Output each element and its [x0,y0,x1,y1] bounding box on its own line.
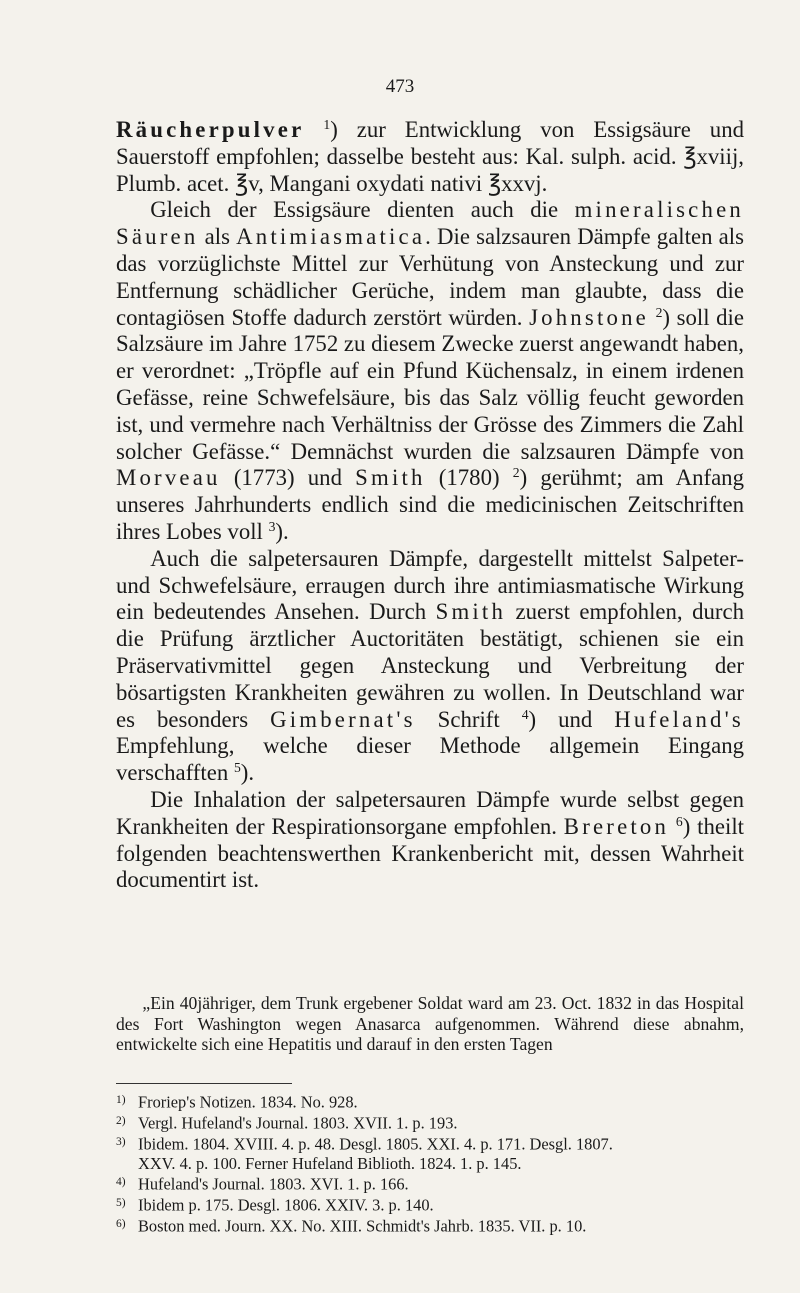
footnote-text: Ibidem p. 175. Desgl. 1806. XXIV. 3. p. 140. [138,1195,434,1215]
footnote [116,1112,744,1133]
text-run: zuerst empfohlen, durch die Prüfung ärztlicher Auctoritäten bestätigt, schienen sie ein Präservativmittel gegen Ansteckung und Verbreitung der bösartigsten Krankheiten gewähren zu wollen. In Deutschland war es besonders [116,599,744,732]
footnote [116,1194,744,1215]
footnote-continuation [116,1154,744,1173]
spaced-name: Hufeland's [614,706,744,732]
footnote-text: Vergl. Hufeland's Journal. 1803. XVII. 1. p. 193. [138,1113,458,1133]
footnote-text: Froriep's Notizen. 1834. No. 928. [138,1092,358,1112]
text-run: Gleich der Essigsäure dienten auch die [150,197,575,223]
text-run: . Die salzsauren Dämpfe galten als das vorzüglichste Mittel zur Verhütung von Ansteckung und zur Entfernung schädlicher Gerüche, indem man glaubte, dass die contagiösen Stoffe dadurch zerstört würden. [116,224,744,330]
text-run: ) theilt folgenden beachtenswerthen Krankenbericht mit, dessen Wahrheit documentirt ist. [116,813,744,893]
footnote-ref: 6 [675,813,683,829]
text-run: (1773) und [220,465,356,491]
spaced-name: Gimbernat's [270,706,416,732]
text-run: Empfehlung, welche dieser Methode allgemein Eingang verschafften [116,733,744,786]
footnote-mark: 5) [116,1196,126,1209]
footnote-mark: 4) [116,1175,126,1188]
text-run: Die Inhalation der salpetersauren Dämpfe wurde selbst gegen Krankheiten der Respirationsorgane empfohlen. [116,786,744,839]
text-run: ) zur Entwicklung von Essigsäure und Sauerstoff empfohlen; dasselbe besteht aus: Kal. sulph. acid. ℥xviij, Plumb. acet. ℥v, Mangani oxydati nativi ℥xxvj. [116,117,744,196]
text-run: (1780) [425,465,513,491]
footnote-ref: 1 [323,116,331,132]
paragraph-4 [116,787,744,894]
footnote-text: Boston med. Journ. XX. No. XIII. Schmidt's Jahrb. 1835. VII. p. 10. [138,1216,587,1236]
footnote-mark: 1) [116,1094,126,1106]
text-run: Auch die salpetersauren Dämpfe, dargestellt mittelst Salpeter- und Schwefelsäure, erraugen durch ihre antimiasmatische Wirkung ein bedeutendes Ansehen. Durch [116,545,744,625]
footnote-text: Ibidem. 1804. XVIII. 4. p. 48. Desgl. 1805. XXI. 4. p. 171. Desgl. 1807. [138,1134,613,1154]
heading-term: Räucherpulver [116,117,305,142]
spaced-name: Antimiasmatica [236,224,426,250]
footnote-mark: 6) [116,1217,126,1230]
case-report-quote [116,993,744,1055]
text-run: ) und [528,706,615,732]
footnote [116,1133,744,1154]
footnote-ref: 5 [233,759,241,775]
footnote-ref: 3 [268,518,276,534]
text-run [669,814,676,839]
footnote-divider [116,1083,292,1084]
paragraph-3 [116,546,744,787]
footnote-ref: 2 [512,465,520,481]
spaced-name: Smith [355,465,426,491]
spaced-name: Brereton [563,813,670,839]
footnotes [116,1091,744,1236]
footnote-mark: 3) [116,1135,126,1148]
spaced-name: Johnstone [529,304,649,330]
text-run [304,117,323,142]
body-text [116,117,744,894]
text-run: ). [240,760,255,786]
text-run: Schrift [415,706,522,732]
footnote [116,1215,744,1236]
paragraph-2 [116,197,744,545]
footnote [116,1173,744,1194]
footnote-mark: 2) [116,1114,126,1127]
text-run: ). [275,518,289,544]
spaced-name: Morveau [116,465,221,491]
spaced-name: Smith [435,599,507,625]
spaced-name: mineralischen Säuren [116,197,744,250]
text-run: ) gerühmt; am Anfang unseres Jahrhunderts endlich sind die medicinischen Zeitschriften ihres Lobes voll [116,465,744,544]
footnote-ref: 2 [655,304,663,320]
text-run: ) soll die Salzsäure im Jahre 1752 zu diesem Zwecke zuerst angewandt haben, er verordnet: „Tröpfle auf ein Pfund Küchensalz, in einem irdenen Gefässe, reine Schwefelsäure, bis das Salz völlig feucht geworden ist, und vermehre nach Verhältniss der Grösse des Zimmers die Zahl solcher Gefässe.“ Demnächst wurden die salzsauren Dämpfe von [116,304,745,464]
page-number: 473 [385,76,415,97]
text-run [649,305,656,330]
footnote [116,1091,744,1112]
paragraph-1 [116,117,744,197]
footnote-ref: 4 [521,706,529,722]
quote-text: „Ein 40jähriger, dem Trunk ergebener Soldat ward am 23. Oct. 1832 in das Hospital des Fort Washington wegen Anasarca aufgenommen. Während diese abnahm, entwickelte sich eine Hepatitis und darauf in den ersten Tagen [116,993,744,1055]
footnote-text: XXV. 4. p. 100. Ferner Hufeland Biblioth. 1824. 1. p. 145. [138,1153,522,1173]
text-run: als [198,224,237,250]
footnote-text: Hufeland's Journal. 1803. XVI. 1. p. 166. [138,1174,409,1194]
